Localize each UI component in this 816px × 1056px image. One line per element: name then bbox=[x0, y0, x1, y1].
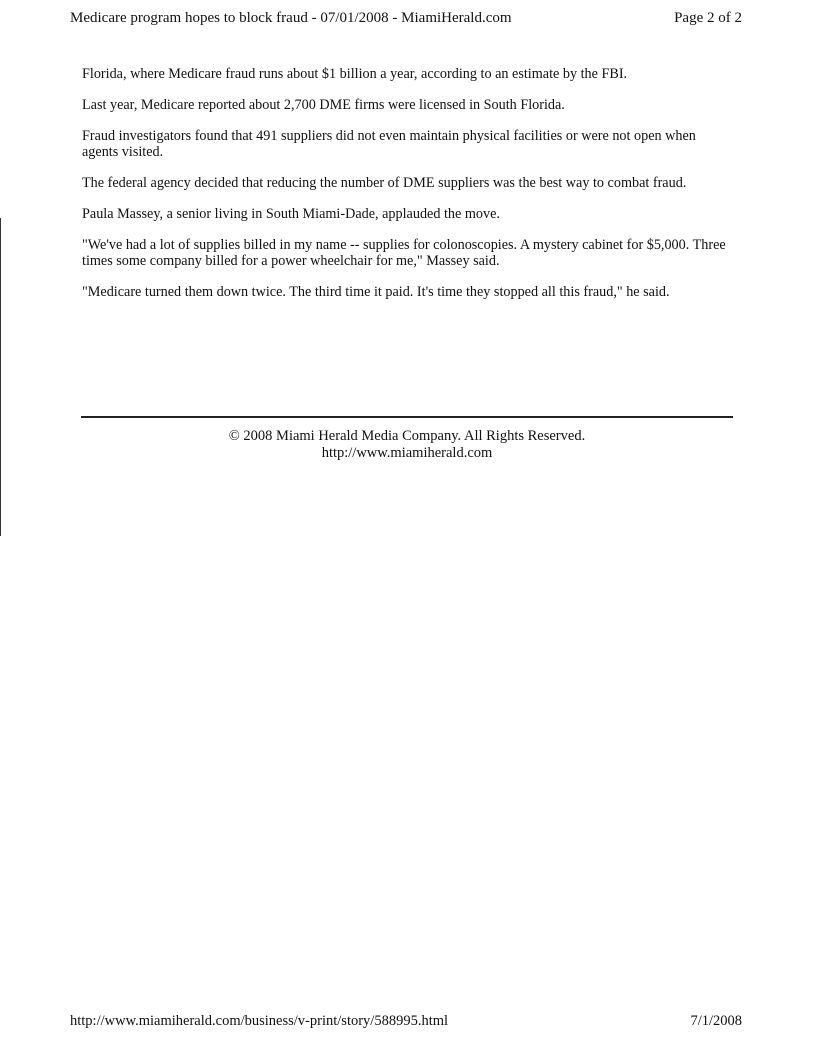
article-paragraph: "We've had a lot of supplies billed in my name -- supplies for colonoscopies. A mystery cabinet for $5,000. Three times some company billed for a power wheelchair for me," Massey said. bbox=[82, 237, 726, 269]
page-title: Medicare program hopes to block fraud - 07/01/2008 - MiamiHerald.com bbox=[70, 10, 512, 26]
article-paragraph: Florida, where Medicare fraud runs about $1 billion a year, according to an estimate by the FBI. bbox=[82, 66, 628, 82]
copyright-block bbox=[81, 428, 733, 462]
article-paragraph: Paula Massey, a senior living in South Miami-Dade, applauded the move. bbox=[82, 206, 500, 222]
scan-edge-line bbox=[0, 218, 1, 536]
article-paragraph: Fraud investigators found that 491 suppliers did not even maintain physical facilities or were not open when agents visited. bbox=[82, 128, 696, 160]
copyright-notice: © 2008 Miami Herald Media Company. All Rights Reserved. bbox=[228, 428, 586, 444]
page-url: http://www.miamiherald.com/business/v-print/story/588995.html bbox=[70, 1013, 449, 1029]
article-paragraph: The federal agency decided that reducing the number of DME suppliers was the best way to combat fraud. bbox=[82, 175, 687, 191]
article-paragraph: Last year, Medicare reported about 2,700 DME firms were licensed in South Florida. bbox=[82, 97, 565, 113]
page-number: Page 2 of 2 bbox=[674, 10, 742, 26]
article-paragraph: "Medicare turned them down twice. The third time it paid. It's time they stopped all this fraud," he said. bbox=[82, 284, 670, 300]
print-date: 7/1/2008 bbox=[690, 1013, 742, 1029]
horizontal-divider bbox=[81, 416, 733, 418]
site-link[interactable]: http://www.miamiherald.com bbox=[321, 445, 493, 461]
article-body bbox=[82, 66, 732, 315]
